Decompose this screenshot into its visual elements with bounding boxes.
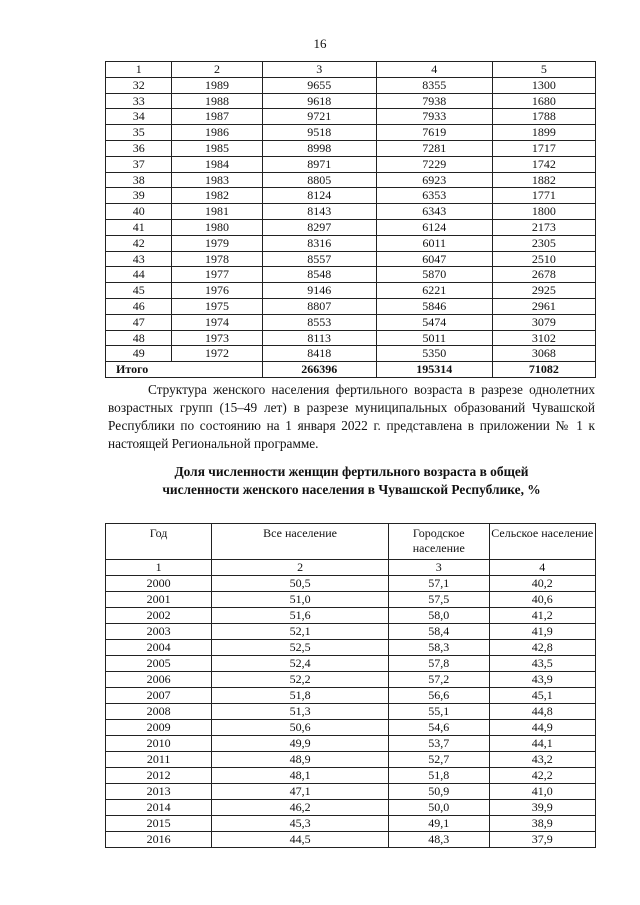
column-number: 3 [388,560,489,576]
table-row [106,219,596,235]
table-cell: 3068 [492,346,595,362]
table-cell: 48,9 [212,752,389,768]
table-cell: 5870 [376,267,492,283]
table-cell: 2011 [106,752,212,768]
table-row [106,109,596,125]
table-cell: 2013 [106,784,212,800]
table-cell: 9518 [262,125,376,141]
fertile-share-table [105,523,596,848]
column-number: 4 [489,560,595,576]
table-cell: 1972 [172,346,262,362]
table-title [108,463,595,499]
table-cell: 49,9 [212,736,389,752]
column-number: 1 [106,62,172,78]
table-row [106,204,596,220]
column-number: 5 [492,62,595,78]
table-row [106,77,596,93]
table-cell: 1742 [492,156,595,172]
table-cell: 8297 [262,219,376,235]
column-number-row [106,560,596,576]
table-cell: 1984 [172,156,262,172]
table-title-line: численности женского населения в Чувашской Республике, % [162,482,541,497]
table-cell: 47 [106,314,172,330]
table-row [106,283,596,299]
table-cell: 40 [106,204,172,220]
table-cell: 2008 [106,704,212,720]
table-cell: 55,1 [388,704,489,720]
table-row [106,832,596,848]
table-cell: 44 [106,267,172,283]
table-cell: 50,9 [388,784,489,800]
table-cell: 1882 [492,172,595,188]
table-cell: 2003 [106,624,212,640]
table-cell: 37,9 [489,832,595,848]
table-cell: 38,9 [489,816,595,832]
table-cell: 9618 [262,93,376,109]
table-row [106,816,596,832]
table-cell: 1977 [172,267,262,283]
table-cell: 52,4 [212,656,389,672]
table-cell: 41,9 [489,624,595,640]
table-cell: 7938 [376,93,492,109]
table-cell: 7281 [376,140,492,156]
table-cell: 1800 [492,204,595,220]
table-cell: 50,5 [212,576,389,592]
table-cell: 44,9 [489,720,595,736]
table-row [106,640,596,656]
table-cell: 54,6 [388,720,489,736]
table-cell: 1980 [172,219,262,235]
table-cell: 2012 [106,768,212,784]
table-row [106,125,596,141]
table-cell: 39,9 [489,800,595,816]
table-cell: 2014 [106,800,212,816]
table-cell: 45,3 [212,816,389,832]
table-cell: 43,2 [489,752,595,768]
table-cell: 57,8 [388,656,489,672]
table-cell: 51,0 [212,592,389,608]
table-row [106,235,596,251]
table-cell: 2005 [106,656,212,672]
table-row [106,346,596,362]
table-row [106,172,596,188]
table-cell: 1979 [172,235,262,251]
column-number: 1 [106,560,212,576]
table-cell: 51,3 [212,704,389,720]
table-cell: 43,9 [489,672,595,688]
table-row [106,672,596,688]
table-cell: 1974 [172,314,262,330]
table-cell: 52,1 [212,624,389,640]
header-row [106,524,596,560]
table-row [106,800,596,816]
table-cell: 2010 [106,736,212,752]
table-cell: 43 [106,251,172,267]
table-cell: 1987 [172,109,262,125]
table-cell: 58,0 [388,608,489,624]
table-cell: 44,5 [212,832,389,848]
table-cell: 6353 [376,188,492,204]
table-cell: 2000 [106,576,212,592]
table-cell: 2001 [106,592,212,608]
table-cell: 51,8 [212,688,389,704]
table-cell: 57,5 [388,592,489,608]
table-row [106,251,596,267]
table-cell: 40,6 [489,592,595,608]
page-number: 16 [313,36,327,51]
table-cell: 37 [106,156,172,172]
table-cell: 2016 [106,832,212,848]
table-cell: 5350 [376,346,492,362]
table-cell: 1717 [492,140,595,156]
column-number: 4 [376,62,492,78]
table-cell: 6011 [376,235,492,251]
table-cell: 2173 [492,219,595,235]
table-row [106,720,596,736]
table-cell: 48 [106,330,172,346]
table-row [106,736,596,752]
table-cell: 58,3 [388,640,489,656]
table-cell: 9146 [262,283,376,299]
total-label: Итого [106,362,263,378]
table-cell: 58,4 [388,624,489,640]
table-cell: 8124 [262,188,376,204]
table-cell: 9721 [262,109,376,125]
column-number: 2 [172,62,262,78]
table-cell: 1989 [172,77,262,93]
table-cell: 8557 [262,251,376,267]
table-row [106,188,596,204]
table-cell: 1680 [492,93,595,109]
table-cell: 50,0 [388,800,489,816]
table-cell: 5474 [376,314,492,330]
table-row [106,93,596,109]
total-value: 71082 [492,362,595,378]
table-cell: 2009 [106,720,212,736]
table-cell: 46 [106,298,172,314]
table-row [106,624,596,640]
table-cell: 41 [106,219,172,235]
table-cell: 8553 [262,314,376,330]
table-cell: 49,1 [388,816,489,832]
table-cell: 48,3 [388,832,489,848]
table-cell: 56,6 [388,688,489,704]
table-cell: 8316 [262,235,376,251]
column-number: 2 [212,560,389,576]
table-cell: 8113 [262,330,376,346]
table-cell: 40,2 [489,576,595,592]
total-value: 195314 [376,362,492,378]
table-cell: 42 [106,235,172,251]
table-cell: 2678 [492,267,595,283]
table-row [106,156,596,172]
table-row [106,330,596,346]
table-cell: 1899 [492,125,595,141]
header-urban-population: Городское население [388,524,489,560]
table-cell: 42,2 [489,768,595,784]
table-cell: 36 [106,140,172,156]
table-row [106,592,596,608]
total-row [106,362,596,378]
table-title-line: Доля численности женщин фертильного возраста в общей [174,464,529,479]
table-cell: 1788 [492,109,595,125]
table-cell: 1973 [172,330,262,346]
table-cell: 57,2 [388,672,489,688]
table-cell: 52,5 [212,640,389,656]
table-cell: 6047 [376,251,492,267]
table-cell: 39 [106,188,172,204]
table-row [106,576,596,592]
table-cell: 6221 [376,283,492,299]
table-cell: 6923 [376,172,492,188]
table-cell: 50,6 [212,720,389,736]
table-cell: 2004 [106,640,212,656]
table-cell: 1988 [172,93,262,109]
table-cell: 57,1 [388,576,489,592]
column-number: 3 [262,62,376,78]
table-cell: 8355 [376,77,492,93]
table-cell: 43,5 [489,656,595,672]
table-cell: 2015 [106,816,212,832]
table-cell: 2305 [492,235,595,251]
table-cell: 33 [106,93,172,109]
age-cohort-table [105,61,596,378]
table-row [106,267,596,283]
header-year: Год [106,524,212,560]
table-cell: 52,2 [212,672,389,688]
table-cell: 7933 [376,109,492,125]
table-cell: 1985 [172,140,262,156]
table-cell: 6343 [376,204,492,220]
total-value: 266396 [262,362,376,378]
table-cell: 34 [106,109,172,125]
table-cell: 7619 [376,125,492,141]
table-cell: 35 [106,125,172,141]
table-row [106,608,596,624]
table-cell: 1983 [172,172,262,188]
table-cell: 45 [106,283,172,299]
table-row [106,688,596,704]
table-cell: 51,6 [212,608,389,624]
table-cell: 44,8 [489,704,595,720]
table-cell: 1975 [172,298,262,314]
table-cell: 5011 [376,330,492,346]
table-row [106,768,596,784]
table-cell: 6124 [376,219,492,235]
table-cell: 52,7 [388,752,489,768]
table-row [106,704,596,720]
table-cell: 2007 [106,688,212,704]
table-cell: 1771 [492,188,595,204]
table-row [106,140,596,156]
header-all-population: Все население [212,524,389,560]
table-row [106,314,596,330]
table-cell: 2925 [492,283,595,299]
table-cell: 3102 [492,330,595,346]
table-cell: 38 [106,172,172,188]
table-cell: 3079 [492,314,595,330]
table-cell: 46,2 [212,800,389,816]
table-cell: 9655 [262,77,376,93]
table-cell: 41,0 [489,784,595,800]
header-rural-population: Сельское население [489,524,595,560]
table-cell: 51,8 [388,768,489,784]
column-number-row [106,62,596,78]
table-cell: 2510 [492,251,595,267]
table-cell: 5846 [376,298,492,314]
table-cell: 8548 [262,267,376,283]
table-row [106,298,596,314]
table-cell: 53,7 [388,736,489,752]
table-cell: 8143 [262,204,376,220]
table-cell: 45,1 [489,688,595,704]
table-cell: 2961 [492,298,595,314]
table-cell: 7229 [376,156,492,172]
table-cell: 8971 [262,156,376,172]
body-paragraph: Структура женского населения фертильного возраста в разрезе однолетних возрастных групп (15–49 лет) в разрезе муниципальных образований Чувашской Республики по состоянию на 1 января 2022 г. представлена в приложении № 1 к настоящей Региональной программе. [108,382,595,451]
table-cell: 1300 [492,77,595,93]
table-cell: 44,1 [489,736,595,752]
table-cell: 49 [106,346,172,362]
table-cell: 1978 [172,251,262,267]
table-cell: 41,2 [489,608,595,624]
table-cell: 8807 [262,298,376,314]
table-cell: 2006 [106,672,212,688]
table-cell: 8418 [262,346,376,362]
table-cell: 42,8 [489,640,595,656]
table-cell: 1976 [172,283,262,299]
table-row [106,784,596,800]
table-cell: 2002 [106,608,212,624]
table-cell: 47,1 [212,784,389,800]
table-cell: 1982 [172,188,262,204]
table-cell: 32 [106,77,172,93]
table-row [106,656,596,672]
table-cell: 1986 [172,125,262,141]
table-cell: 8805 [262,172,376,188]
table-cell: 1981 [172,204,262,220]
table-cell: 48,1 [212,768,389,784]
table-cell: 8998 [262,140,376,156]
table-row [106,752,596,768]
